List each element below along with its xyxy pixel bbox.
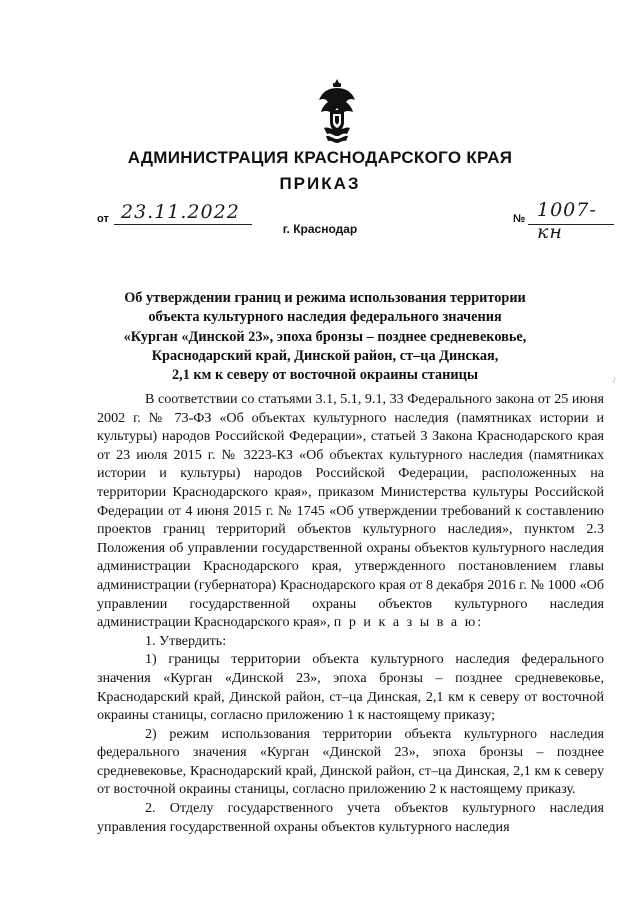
- item-1: 1. Утвердить:: [145, 632, 227, 649]
- title-line: 2,1 км к северу от восточной окраины станицы: [171, 367, 479, 384]
- margin-mark: /: [613, 376, 616, 385]
- title-line: объекта культурного наследия федерального значения: [148, 309, 502, 326]
- title-line: «Курган «Динской 23», эпоха бронзы – позднее средневековье,: [123, 328, 527, 345]
- item-2: 2. Отделу государственного учета объектов культурного наследия управления государственной охраны объектов культурного наследия: [97, 800, 604, 835]
- number-prefix: №: [513, 213, 526, 225]
- city: г. Краснодар: [282, 222, 358, 236]
- title-line: Краснодарский край, Динской район, ст–ца Динская,: [151, 347, 499, 364]
- document-body: [97, 390, 604, 836]
- number-value: 1007-кн: [537, 199, 597, 243]
- preamble-paragraph: [97, 390, 604, 632]
- document-title: [95, 289, 555, 385]
- title-line: Об утверждении границ и режима использования территории: [124, 290, 526, 306]
- order-word: п р и к а з ы в а ю:: [333, 614, 484, 631]
- item-1-2: 2) режим использования территории объекта культурного наследия федерального значения «Курган «Динской 23», эпоха бронзы – позднее средневековье, Краснодарский край, Динской район, ст–ца Динская, 2,1 км к северу от восточной окраины станицы, согласно приложению 2 к настоящему приказу.: [97, 725, 604, 798]
- date-value: 23.11.2022: [121, 201, 240, 223]
- organization-name: АДМИНИСТРАЦИЯ КРАСНОДАРСКОГО КРАЯ: [127, 148, 513, 167]
- coat-of-arms-icon: [316, 78, 358, 144]
- document-type: ПРИКАЗ: [279, 174, 361, 193]
- preamble-text: В соответствии со статьями 3.1, 5.1, 9.1, 33 Федерального закона от 25 июня 2002 г. № 73-ФЗ «Об объектах культурного наследия (памятниках истории и культуры) народов Российской Федерации», статьей 3 Закона Краснодарского края от 23 июля 2015 г. № 3223-КЗ «Об объектах культурного наследия (памятниках истории и культуры) народов Российской Федерации, расположенных на территории Краснодарского края», приказом Министерства культуры Российской Федерации от 4 июня 2015 г. № 1745 «Об утверждении требований к составлению проектов границ территорий объектов культурного наследия», пунктом 2.3 Положения об управлении государственной охраны объектов культурного наследия администрации Краснодарского края, утвержденного постановлением главы администрации (губернатора) Краснодарского края от 8 декабря 2016 г. № 1000 «Об управлении государственной охраны объектов культурного наследия администрации Краснодарского края»,: [97, 391, 604, 631]
- date-prefix: от: [97, 213, 109, 225]
- item-1-1: 1) границы территории объекта культурного наследия федерального значения «Курган «Динской 23», эпоха бронзы – позднее средневековье, Краснодарский край, Динской район, ст–ца Динская, 2,1 км к северу от восточной окраины станицы, согласно приложению 1 к настоящему приказу;: [97, 651, 604, 724]
